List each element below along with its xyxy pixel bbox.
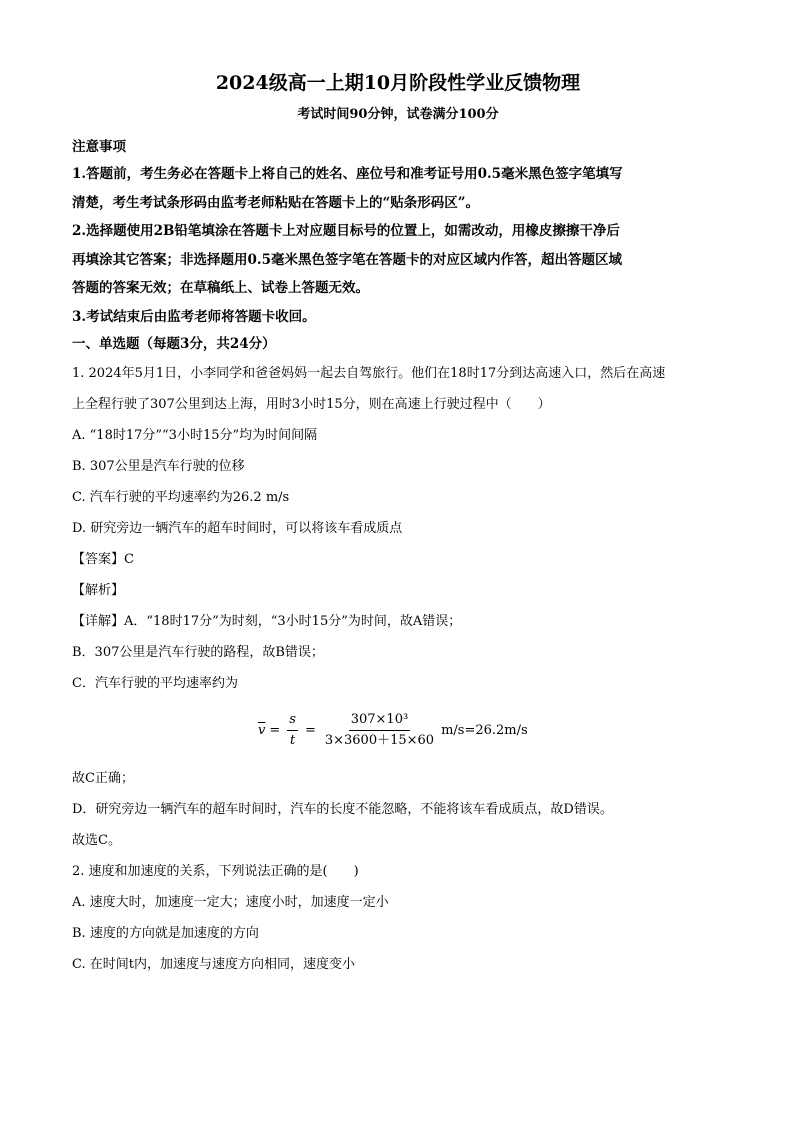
note-line: 答题的答案无效；在草稿纸上、试卷上答题无效。 <box>72 280 369 296</box>
note-line: 清楚，考生考试条形码由监考老师粘贴在答题卡上的“贴条形码区”。 <box>72 194 480 211</box>
formula-denominator: 3×3600＋15×60 <box>324 732 435 748</box>
question-1-detail-a: 【详解】A．“18时17分”为时刻，“3小时15分”为时间，故A错误； <box>72 614 462 629</box>
formula-v: $\overline{v}$ <box>258 722 266 738</box>
question-1-conclusion: 故选C。 <box>72 833 121 848</box>
question-1-stem: 1. 2024年5月1日，小李同学和爸爸妈妈一起去自驾旅行。他们在18时17分到达高速入口，然后在高速 <box>72 366 666 381</box>
formula-result: m/s=26.2m/s <box>441 722 528 738</box>
question-2-option-a: A. 速度大时，加速度一定大；速度小时，加速度一定小 <box>72 895 389 910</box>
formula-fraction <box>323 710 436 751</box>
exam-duration-note: 考试时间90分钟，试卷满分100分 <box>297 107 499 122</box>
section-heading: 一、单选题（每题3分，共24分） <box>72 336 276 352</box>
formula-s-over-t <box>287 710 298 751</box>
question-1-answer: 【答案】C <box>72 552 134 567</box>
question-1-option-b: B. 307公里是汽车行驶的位移 <box>72 459 245 474</box>
question-1-detail-c: C．汽车行驶的平均速率约为 <box>72 676 238 691</box>
note-line: 2.选择题使用2B铅笔填涂在答题卡上对应题目标号的位置上，如需改动，用橡皮擦擦干净后 <box>72 223 620 239</box>
question-2-stem: 2. 速度和加速度的关系，下列说法正确的是( ) <box>72 864 359 879</box>
question-1-detail-d: D．研究旁边一辆汽车的超车时间时，汽车的长度不能忽略，不能将该车看成质点，故D错误。 <box>72 802 613 817</box>
formula-s: s <box>287 710 298 731</box>
formula-equals: = <box>269 722 281 738</box>
average-speed-formula <box>72 699 724 763</box>
question-1-option-a: A. “18时17分”“3小时15分”均为时间间隔 <box>72 428 318 443</box>
question-1-detail-b: B．307公里是汽车行驶的路程，故B错误； <box>72 645 324 660</box>
exam-page <box>72 68 724 980</box>
note-line: 3.考试结束后由监考老师将答题卡收回。 <box>72 308 316 325</box>
formula-numerator: 307×10³ <box>349 710 410 731</box>
formula-equals: = <box>304 722 316 738</box>
question-1-detail-c-end: 故C正确； <box>72 771 134 786</box>
page-title: 2024级高一上期10月阶段性学业反馈物理 <box>215 72 581 94</box>
question-1-option-c: C. 汽车行驶的平均速率约为26.2 m/s <box>72 490 290 505</box>
question-2-option-b: B. 速度的方向就是加速度的方向 <box>72 926 259 941</box>
question-1-analysis-label: 【解析】 <box>72 583 125 598</box>
formula-t: t <box>289 732 296 748</box>
question-2-option-c: C. 在时间t内，加速度与速度方向相同，速度变小 <box>72 957 355 972</box>
question-1-stem-cont: 上全程行驶了307公里到达上海，用时3小时15分，则在高速上行驶过程中（ ） <box>72 397 551 412</box>
note-line: 再填涂其它答案；非选择题用0.5毫米黑色签字笔在答题卡的对应区域内作答，超出答题区域 <box>72 251 622 268</box>
notes-heading: 注意事项 <box>72 139 126 155</box>
question-1-option-d: D. 研究旁边一辆汽车的超车时间时，可以将该车看成质点 <box>72 521 403 536</box>
note-line: 1.答题前，考生务必在答题卡上将自己的姓名、座位号和准考证号用0.5毫米黑色签字笔填写 <box>72 166 623 182</box>
